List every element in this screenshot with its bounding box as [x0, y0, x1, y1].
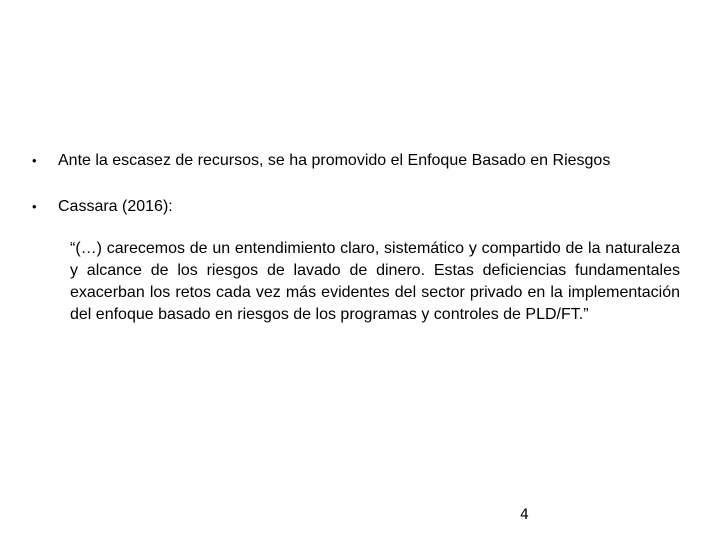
bullet-marker: • [32, 153, 37, 168]
bullet-text: Cassara (2016): [58, 198, 173, 215]
bullet-item-enfoque [32, 151, 610, 171]
bullet-marker: • [32, 199, 37, 214]
citation-quote: “(…) carecemos de un entendimiento claro, sistemático y compartido de la naturaleza y alcance de los riesgos de lavado de dinero. Estas deficiencias fundamentales exacerban los retos cada vez más evidentes del sector privado en la implementación del enfoque basado en riesgos de los programas y controles de PLD/FT.” [70, 240, 680, 323]
bullet-item-cassara [32, 197, 173, 217]
page-number: 4 [520, 507, 529, 523]
bullet-text: Ante la escasez de recursos, se ha promovido el Enfoque Basado en Riesgos [58, 152, 611, 169]
